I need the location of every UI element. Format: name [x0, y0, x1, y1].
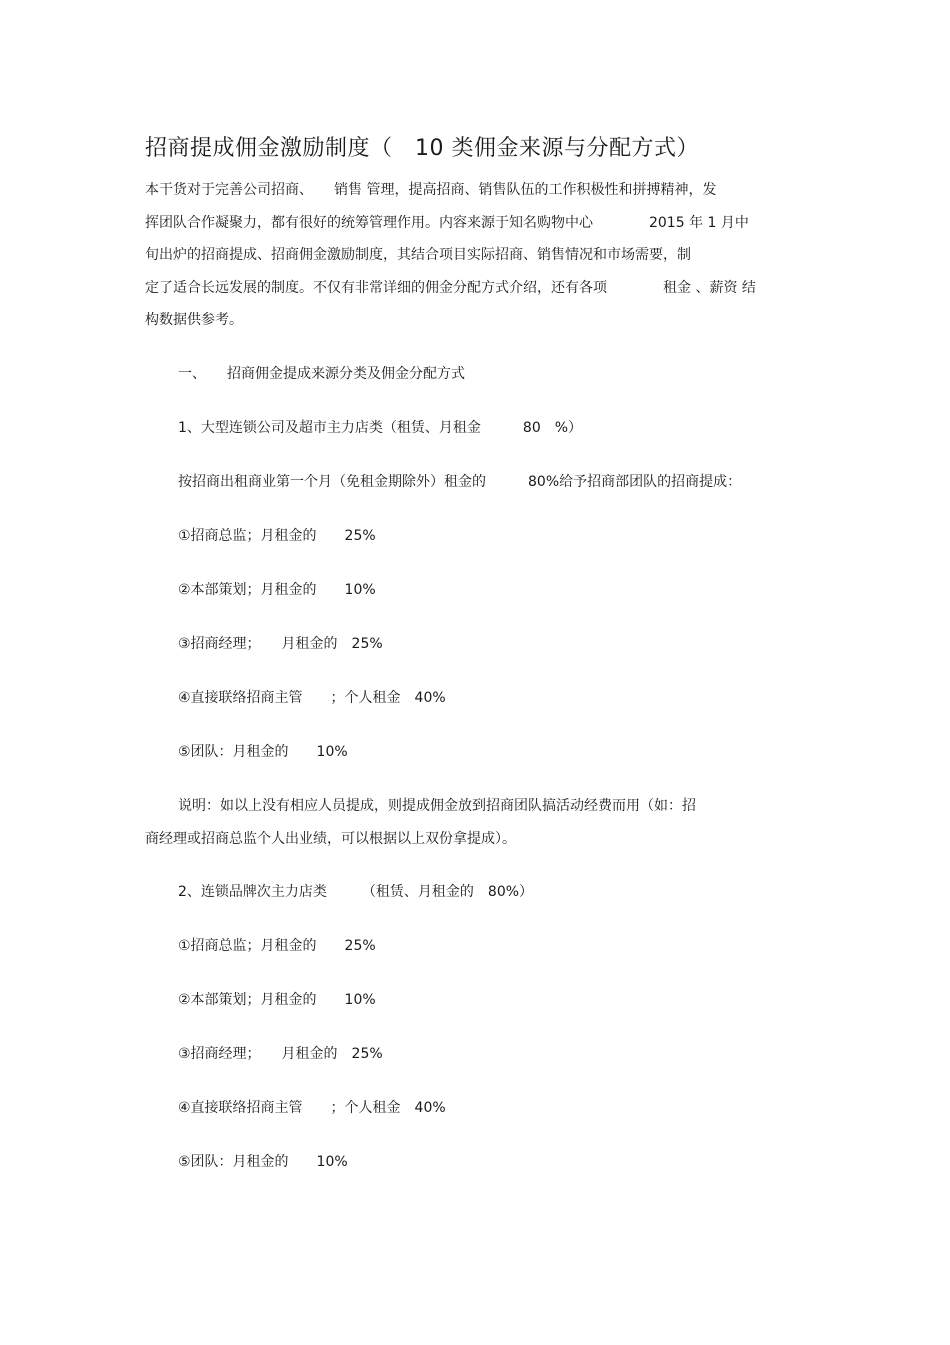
document-title: 招商提成佣金激励制度（ 10 类佣金来源与分配方式）	[145, 136, 699, 161]
allocation-item: ④直接联络招商主管 ；个人租金 40%	[178, 690, 446, 706]
note-line: 说明：如以上没有相应人员提成，则提成佣金放到招商团队搞活动经费而用（如：招	[178, 798, 696, 814]
intro-line: 本干货对于完善公司招商、 销售 管理，提高招商、销售队伍的工作积极性和拼搏精神，发	[145, 182, 717, 198]
intro-line: 构数据供参考。	[145, 312, 243, 328]
category-description: 按招商出租商业第一个月（免租金期除外）租金的 80%给予招商部团队的招商提成：	[178, 474, 742, 490]
intro-line: 挥团队合作凝聚力，都有很好的统筹管理作用。内容来源于知名购物中心 2015 年 1 月中	[145, 214, 749, 231]
allocation-item: ④直接联络招商主管 ；个人租金 40%	[178, 1100, 446, 1116]
allocation-item: ①招商总监；月租金的 25%	[178, 528, 376, 544]
allocation-item: ③招商经理； 月租金的 25%	[178, 636, 383, 652]
note-paragraph	[145, 794, 805, 859]
allocation-item: ③招商经理； 月租金的 25%	[178, 1046, 383, 1062]
intro-line: 旬出炉的招商提成、招商佣金激励制度，其结合项目实际招商、销售情况和市场需要，制	[145, 247, 691, 263]
category-heading: 1、大型连锁公司及超市主力店类（租赁、月租金 80 %）	[178, 420, 583, 436]
allocation-item: ②本部策划；月租金的 10%	[178, 992, 376, 1008]
allocation-item: ⑤团队：月租金的 10%	[178, 1154, 348, 1170]
allocation-item: ⑤团队：月租金的 10%	[178, 744, 348, 760]
note-line: 商经理或招商总监个人出业绩，可以根据以上双份拿提成）。	[145, 830, 516, 847]
intro-paragraph	[145, 178, 805, 341]
category-heading: 2、连锁品牌次主力店类 （租赁、月租金的 80%）	[178, 884, 534, 900]
intro-line: 定了适合长远发展的制度。不仅有非常详细的佣金分配方式介绍，还有各项 租金 、薪资 结	[145, 279, 756, 296]
allocation-item: ②本部策划；月租金的 10%	[178, 582, 376, 598]
allocation-item: ①招商总监；月租金的 25%	[178, 938, 376, 954]
section-heading: 一、 招商佣金提成来源分类及佣金分配方式	[178, 366, 465, 382]
